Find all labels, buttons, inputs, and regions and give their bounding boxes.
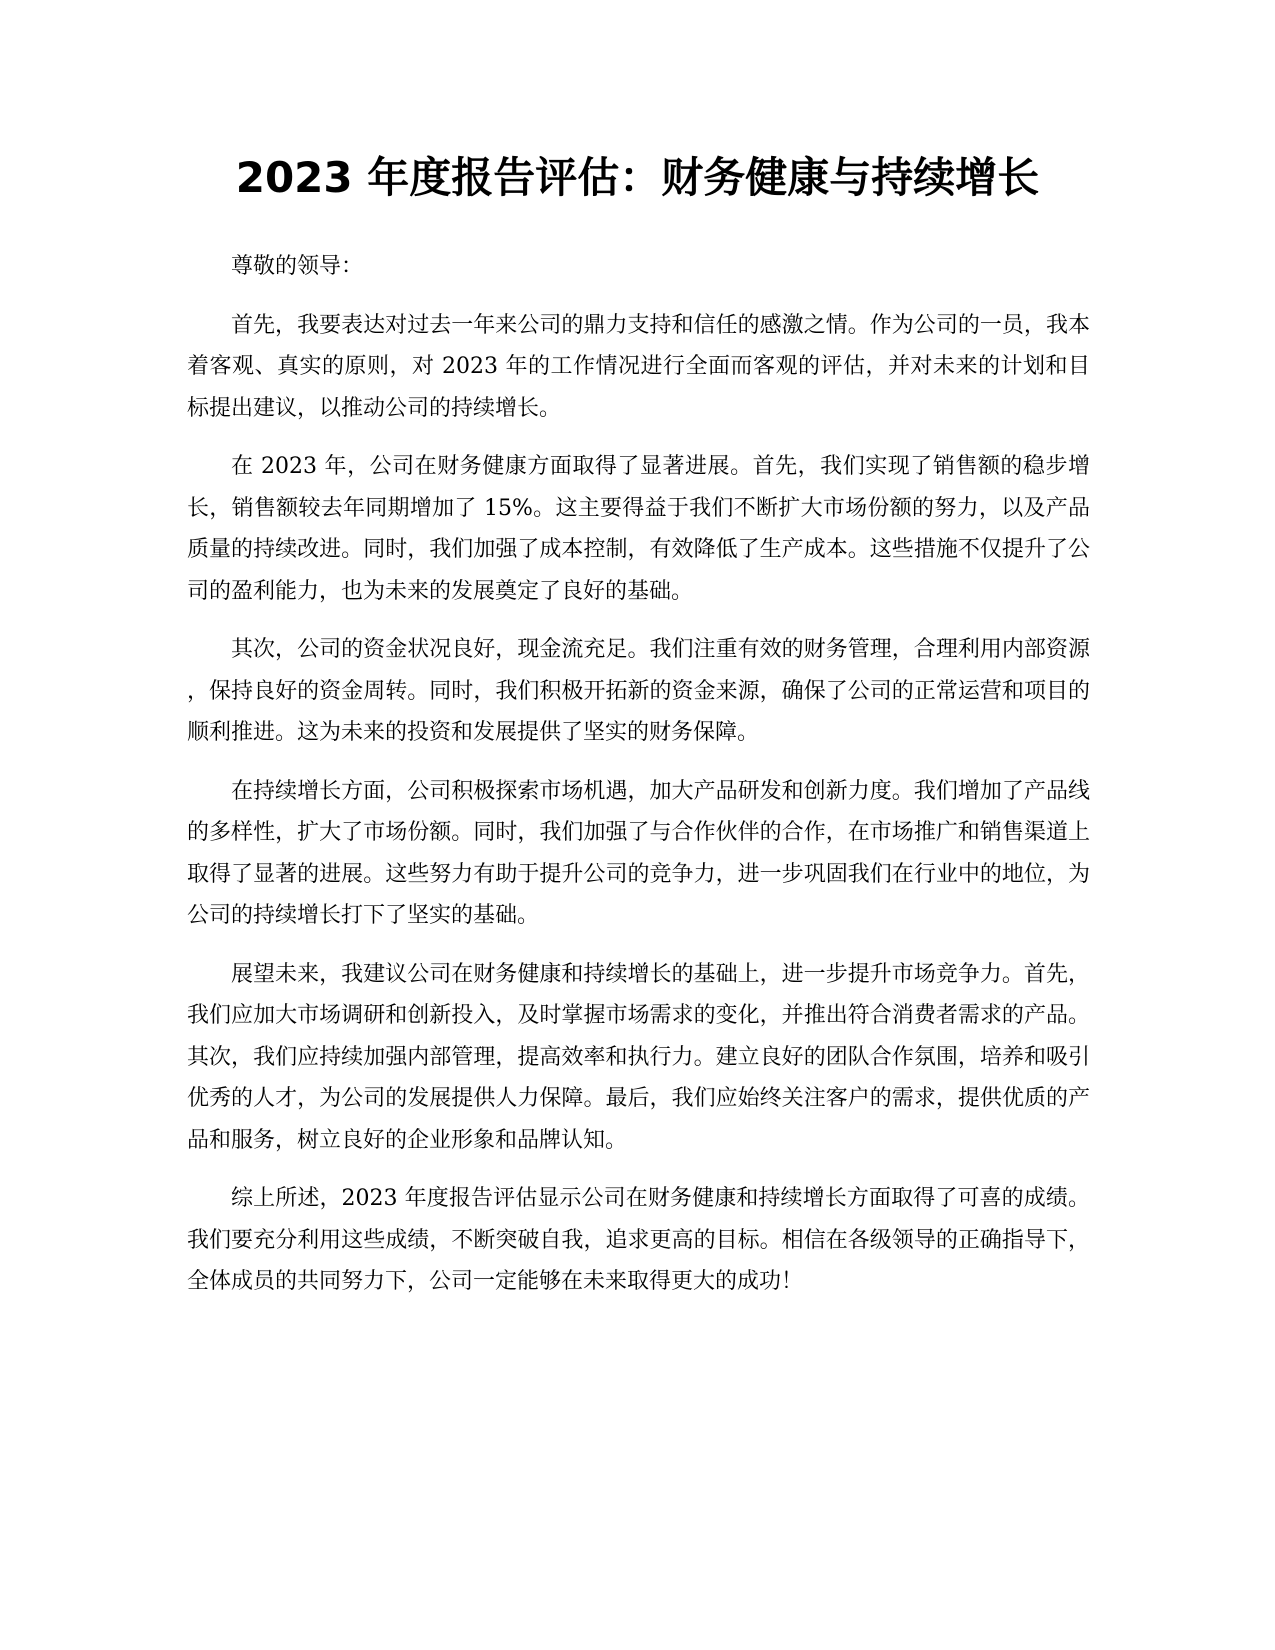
paragraph-conclusion: 综上所述，2023 年度报告评估显示公司在财务健康和持续增长方面取得了可喜的成绩。我们要充分利用这些成绩，不断突破自我，追求更高的目标。相信在各级领导的正确指导下，全体成员的共同努力下，公司一定能够在未来取得更大的成功！ xyxy=(187,1186,1090,1294)
paragraph-outlook: 展望未来，我建议公司在财务健康和持续增长的基础上，进一步提升市场竞争力。首先，我们应加大市场调研和创新投入，及时掌握市场需求的变化，并推出符合消费者需求的产品。其次，我们应持续加强内部管理，提高效率和执行力。建立良好的团队合作氛围，培养和吸引优秀的人才，为公司的发展提供人力保障。最后，我们应始终关注客户的需求，提供优质的产品和服务，树立良好的企业形象和品牌认知。 xyxy=(187,961,1090,1153)
salutation: 尊敬的领导： xyxy=(231,254,364,279)
paragraph-financial-health: 在 2023 年，公司在财务健康方面取得了显著进展。首先，我们实现了销售额的稳步增长，销售额较去年同期增加了 15%。这主要得益于我们不断扩大市场份额的努力，以及产品质量的持续改进。同时，我们加强了成本控制，有效降低了生产成本。这些措施不仅提升了公司的盈利能力，也为未来的发展奠定了良好的基础。 xyxy=(187,454,1090,604)
paragraph-cash-flow: 其次，公司的资金状况良好，现金流充足。我们注重有效的财务管理，合理利用内部资源，保持良好的资金周转。同时，我们积极开拓新的资金来源，确保了公司的正常运营和项目的顺利推进。这为未来的投资和发展提供了坚实的财务保障。 xyxy=(187,637,1090,745)
paragraph-sustained-growth: 在持续增长方面，公司积极探索市场机遇，加大产品研发和创新力度。我们增加了产品线的多样性，扩大了市场份额。同时，我们加强了与合作伙伴的合作，在市场推广和销售渠道上取得了显著的进展。这些努力有助于提升公司的竞争力，进一步巩固我们在行业中的地位，为公司的持续增长打下了坚实的基础。 xyxy=(187,778,1090,928)
paragraph-intro: 首先，我要表达对过去一年来公司的鼎力支持和信任的感激之情。作为公司的一员，我本着客观、真实的原则，对 2023 年的工作情况进行全面而客观的评估，并对未来的计划和目标提出建议，以推动公司的持续增长。 xyxy=(187,312,1090,421)
document-body xyxy=(187,246,1090,1320)
document-title: 2023 年度报告评估：财务健康与持续增长 xyxy=(235,153,1040,202)
